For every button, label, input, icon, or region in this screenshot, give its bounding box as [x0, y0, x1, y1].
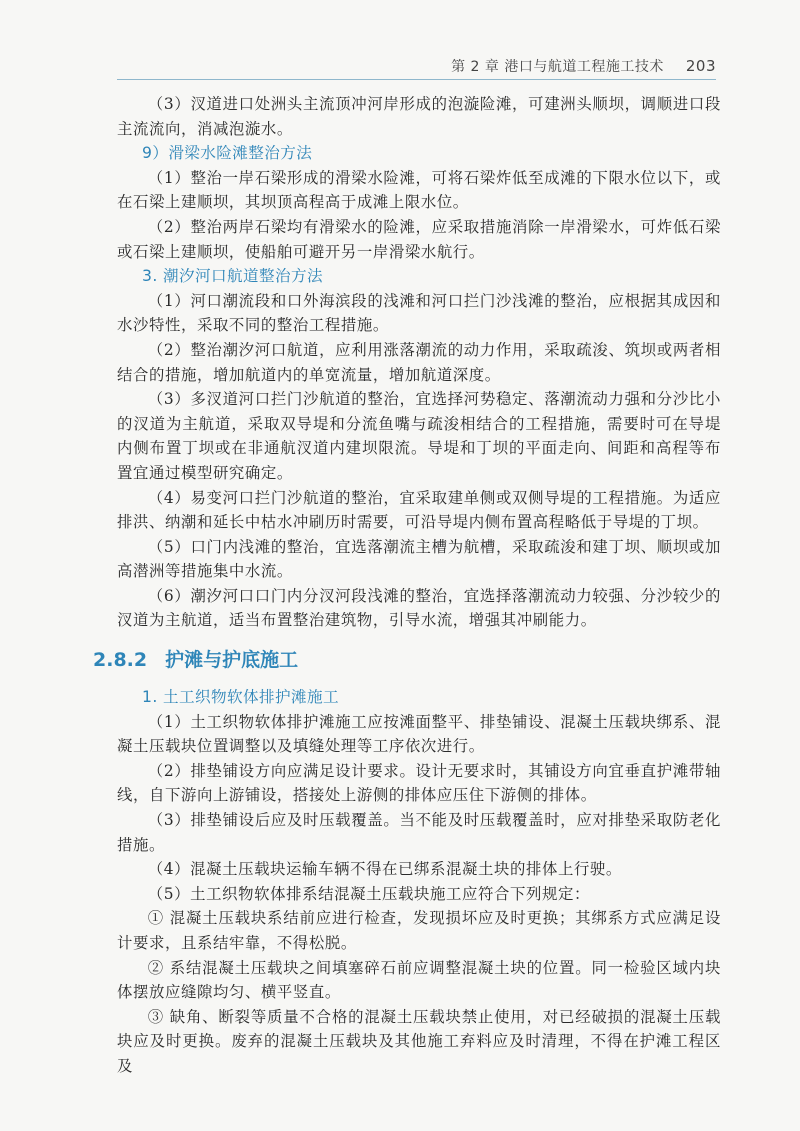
section-heading: [93, 647, 721, 673]
page-body: [93, 92, 721, 1079]
section-title: 护滩与护底施工: [165, 649, 299, 672]
paragraph: （1）土工织物软体排护滩施工应按滩面整平、排垫铺设、混凝土压载块绑系、混凝土压载块位置调整以及填缝处理等工序依次进行。: [117, 712, 721, 756]
header-rule: [117, 79, 716, 80]
chapter-title: 第 2 章 港口与航道工程施工技术: [451, 59, 664, 75]
page-header: [0, 0, 800, 82]
paragraph: （2）整治潮汐河口航道，应利用涨落潮流的动力作用，采取疏浚、筑坝或两者相结合的措施，增加航道内的单宽流量，增加航道深度。: [117, 340, 721, 384]
paragraph: （3）汊道进口处洲头主流顶冲河岸形成的泡漩险滩，可建洲头顺坝，调顺进口段主流流向，消减泡漩水。: [117, 95, 721, 138]
paragraph: （3）多汊道河口拦门沙航道的整治，宜选择河势稳定、落潮流动力强和分沙比小的汊道为主航道，采取双导堤和分流鱼嘴与疏浚相结合的工程措施，需要时可在导堤内侧布置丁坝或在非通航汊道内建坝限流。导堤和丁坝的平面走向、间距和高程等布置宜通过模型研究确定。: [117, 390, 721, 482]
paragraph: （2）排垫铺设方向应满足设计要求。设计无要求时，其铺设方向宜垂直护滩带轴线，自下游向上游铺设，搭接处上游侧的排体应压住下游侧的排体。: [117, 761, 721, 805]
paragraph: （2）整治两岸石梁均有滑梁水的险滩，应采取措施消除一岸滑梁水，可炸低石梁或石梁上建顺坝，使船舶可避开另一岸滑梁水航行。: [117, 217, 721, 261]
running-head: [451, 56, 716, 76]
section-number: 2.8.2: [93, 649, 148, 672]
paragraph: （6）潮汐河口口门内分汊河段浅滩的整治，宜选择落潮流动力较强、分沙较少的汊道为主航道，适当布置整治建筑物，引导水流，增强其冲刷能力。: [117, 586, 721, 630]
paragraph: （4）混凝土压载块运输车辆不得在已绑系混凝土块的排体上行驶。: [147, 860, 622, 879]
page-number: 203: [685, 57, 716, 75]
paragraph: （5）土工织物软体排系结混凝土压载块施工应符合下列规定：: [147, 884, 590, 903]
paragraph: ③ 缺角、断裂等质量不合格的混凝土压载块禁止使用，对已经破损的混凝土压载块应及时更换。废弃的混凝土压载块及其他施工弃料应及时清理，不得在护滩工程区及: [117, 1007, 721, 1075]
paragraph: （4）易变河口拦门沙航道的整治，宜采取建单侧或双侧导堤的工程措施。为适应排洪、纳潮和延长中枯水冲刷历时需要，可沿导堤内侧布置高程略低于导堤的丁坝。: [117, 488, 721, 532]
subsection-heading: 9）滑梁水险滩整治方法: [142, 144, 313, 163]
paragraph: （1）河口潮流段和口外海滨段的浅滩和河口拦门沙浅滩的整治，应根据其成因和水沙特性，采取不同的整治工程措施。: [117, 291, 721, 335]
paragraph: （3）排垫铺设后应及时压载覆盖。当不能及时压载覆盖时，应对排垫采取防老化措施。: [117, 811, 721, 854]
subsection-heading: 1. 土工织物软体排护滩施工: [142, 688, 339, 707]
paragraph: ① 混凝土压载块系结前应进行检查，发现损坏应及时更换；其绑系方式应满足设计要求，且系结牢靠，不得松脱。: [117, 909, 721, 952]
paragraph: ② 系结混凝土压载块之间填塞碎石前应调整混凝土块的位置。同一检验区域内块体摆放应缝隙均匀、横平竖直。: [117, 958, 721, 1002]
paragraph: （1）整治一岸石梁形成的滑梁水险滩，可将石梁炸低至成滩的下限水位以下，或在石梁上建顺坝，其坝顶高程高于成滩上限水位。: [117, 168, 721, 212]
paragraph: （5）口门内浅滩的整治，宜选落潮流主槽为航槽，采取疏浚和建丁坝、顺坝或加高潜洲等措施集中水流。: [117, 537, 721, 581]
subsection-heading: 3. 潮汐河口航道整治方法: [142, 267, 323, 286]
